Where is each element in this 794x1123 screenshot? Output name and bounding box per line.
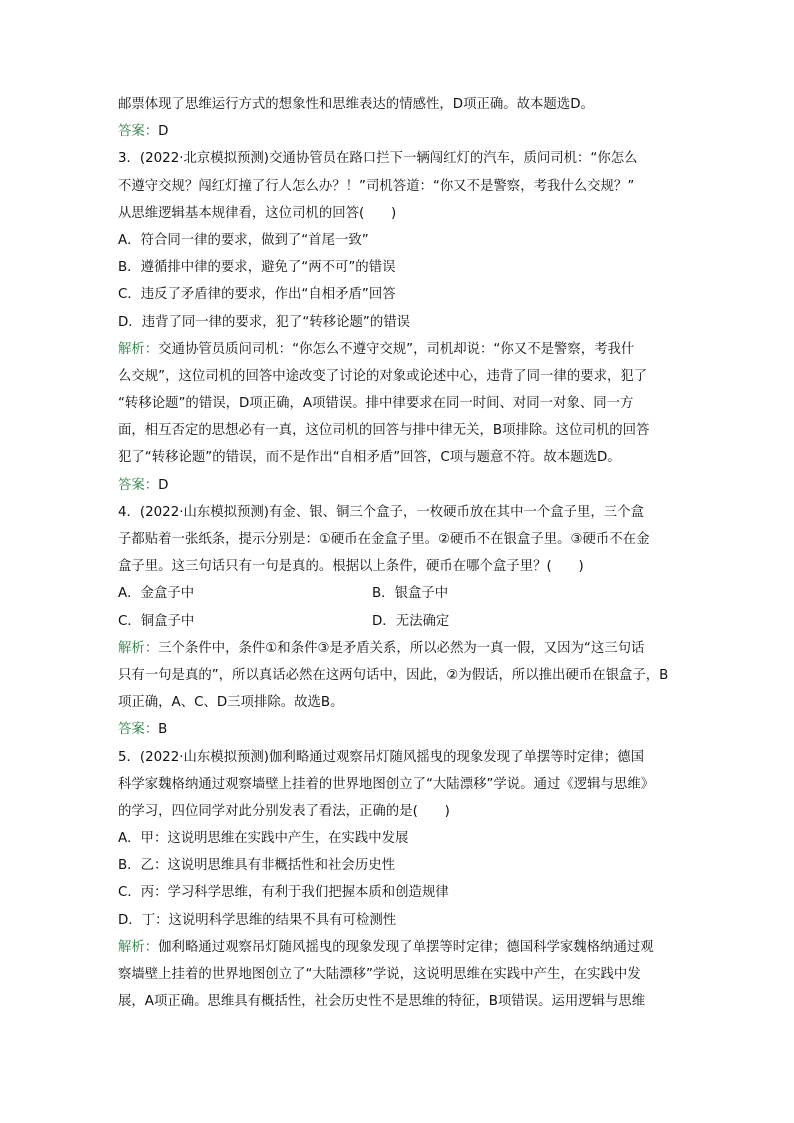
question-stem-line: 子都贴着一张纸条，提示分别是：①硬币在金盒子里。②硬币不在银盒子里。③硬币不在金 [118, 532, 650, 547]
answer-line [118, 118, 684, 145]
option-d: D．违背了同一律的要求，犯了“转移论题”的错误 [118, 314, 410, 330]
option-c: C．违反了矛盾律的要求，作出“自相矛盾”回答 [118, 287, 396, 303]
option-c: C．铜盒子中 [118, 613, 195, 629]
option-c: C．丙：学习科学思维，有利于我们把握本质和创造规律 [118, 885, 449, 901]
analysis-label: 解析： [118, 939, 159, 955]
option-b: B．乙：这说明思维具有非概括性和社会历史性 [118, 858, 395, 874]
answer-label: 答案： [118, 477, 159, 493]
analysis-line: 只有一句是真的”，所以真话必然在这两句话中，因此，②为假话，所以推出硬币在银盒子，B [118, 667, 669, 683]
option-row [118, 580, 684, 607]
question-stem-line: 科学家魏格纳通过观察墙壁上挂着的世界地图创立了“大陆漂移”学说。通过《逻辑与思维》 [118, 776, 655, 792]
analysis-line: 项正确，A、C、D三项排除。故选B。 [118, 695, 344, 711]
answer-value: B [158, 722, 168, 738]
question-4 [118, 499, 684, 744]
analysis-line: 解析：交通协管员质问司机：“你怎么不遵守交规”，司机却说：“你又不是警察，考我什 [118, 341, 635, 357]
option-a: A．甲：这说明思维在实践中产生，在实践中发展 [118, 831, 409, 847]
document-page [118, 91, 684, 1015]
question-stem-line: 3．(2022·北京模拟预测)交通协管员在路口拦下一辆闯红灯的汽车，质问司机：“你怎么 [118, 151, 638, 167]
option-d: D．丁：这说明科学思维的结果不具有可检测性 [118, 912, 397, 928]
analysis-line: 解析：伽利略通过观察吊灯随风摇曳的现象发现了单摆等时定律；德国科学家魏格纳通过观 [118, 939, 654, 955]
option-b: B．遵循排中律的要求，避免了“两不可”的错误 [118, 260, 396, 276]
question-stem-line: 5．(2022·山东模拟预测)伽利略通过观察吊灯随风摇曳的现象发现了单摆等时定律；德国 [118, 749, 644, 765]
option-a: A．金盒子中 [118, 586, 195, 602]
answer-value: D [158, 477, 169, 493]
answer-label: 答案： [118, 722, 159, 738]
question-stem-line: 的学习，四位同学对此分别发表了看法，正确的是( ) [118, 803, 450, 819]
question-stem-line: 从思维逻辑基本规律看，这位司机的回答( ) [118, 205, 397, 221]
option-d: D．无法确定 [372, 613, 450, 629]
answer-value: D [158, 124, 169, 140]
analysis-line: 察墙壁上挂着的世界地图创立了“大陆漂移”学说，这说明思维在实践中产生，在实践中发 [118, 967, 641, 982]
question-stem-line: 4．(2022·山东模拟预测)有金、银、铜三个盒子，一枚硬币放在其中一个盒子里，三个盒 [118, 504, 644, 520]
analysis-line: 解析：三个条件中，条件①和条件③是矛盾关系，所以必然为一真一假，又因为“这三句话 [118, 640, 645, 656]
option-b: B．银盒子中 [372, 586, 449, 602]
answer-line [118, 472, 684, 499]
answer-label: 答案： [118, 124, 159, 140]
analysis-line: 展，A项正确。思维具有概括性，社会历史性不是思维的特征，B项错误。运用逻辑与思维 [118, 994, 646, 1010]
answer-line [118, 716, 684, 743]
analysis-line: 么交规”，这位司机的回答中途改变了讨论的对象或论述中心，违背了同一律的要求，犯了 [118, 368, 648, 384]
text-line: 邮票体现了思维运行方式的想象性和思维表达的情感性，D项正确。故本题选D。 [118, 97, 594, 112]
analysis-line: 面，相互否定的思想必有一真，这位司机的回答与排中律无关，B项排除。这位司机的回答 [118, 423, 650, 439]
analysis-label: 解析： [118, 640, 159, 656]
question-3 [118, 145, 684, 498]
option-a: A．符合同一律的要求，做到了“首尾一致” [118, 232, 369, 248]
question-stem-line: 不遵守交规？闯红灯撞了行人怎么办？！”司机答道：“你又不是警察，考我什么交规？” [118, 178, 635, 194]
question-stem-line: 盒子里。这三句话只有一句是真的。根据以上条件，硬币在哪个盒子里？( ) [118, 559, 584, 575]
question-5 [118, 744, 684, 1016]
analysis-line: 犯了“转移论题”的错误，而不是作出“自相矛盾”回答，C项与题意不符。故本题选D。 [118, 450, 621, 466]
analysis-line: “转移论题”的错误，D项正确，A项错误。排中律要求在同一时间、对同一对象、同一方 [118, 396, 634, 412]
option-row [118, 608, 684, 635]
analysis-label: 解析： [118, 341, 159, 357]
